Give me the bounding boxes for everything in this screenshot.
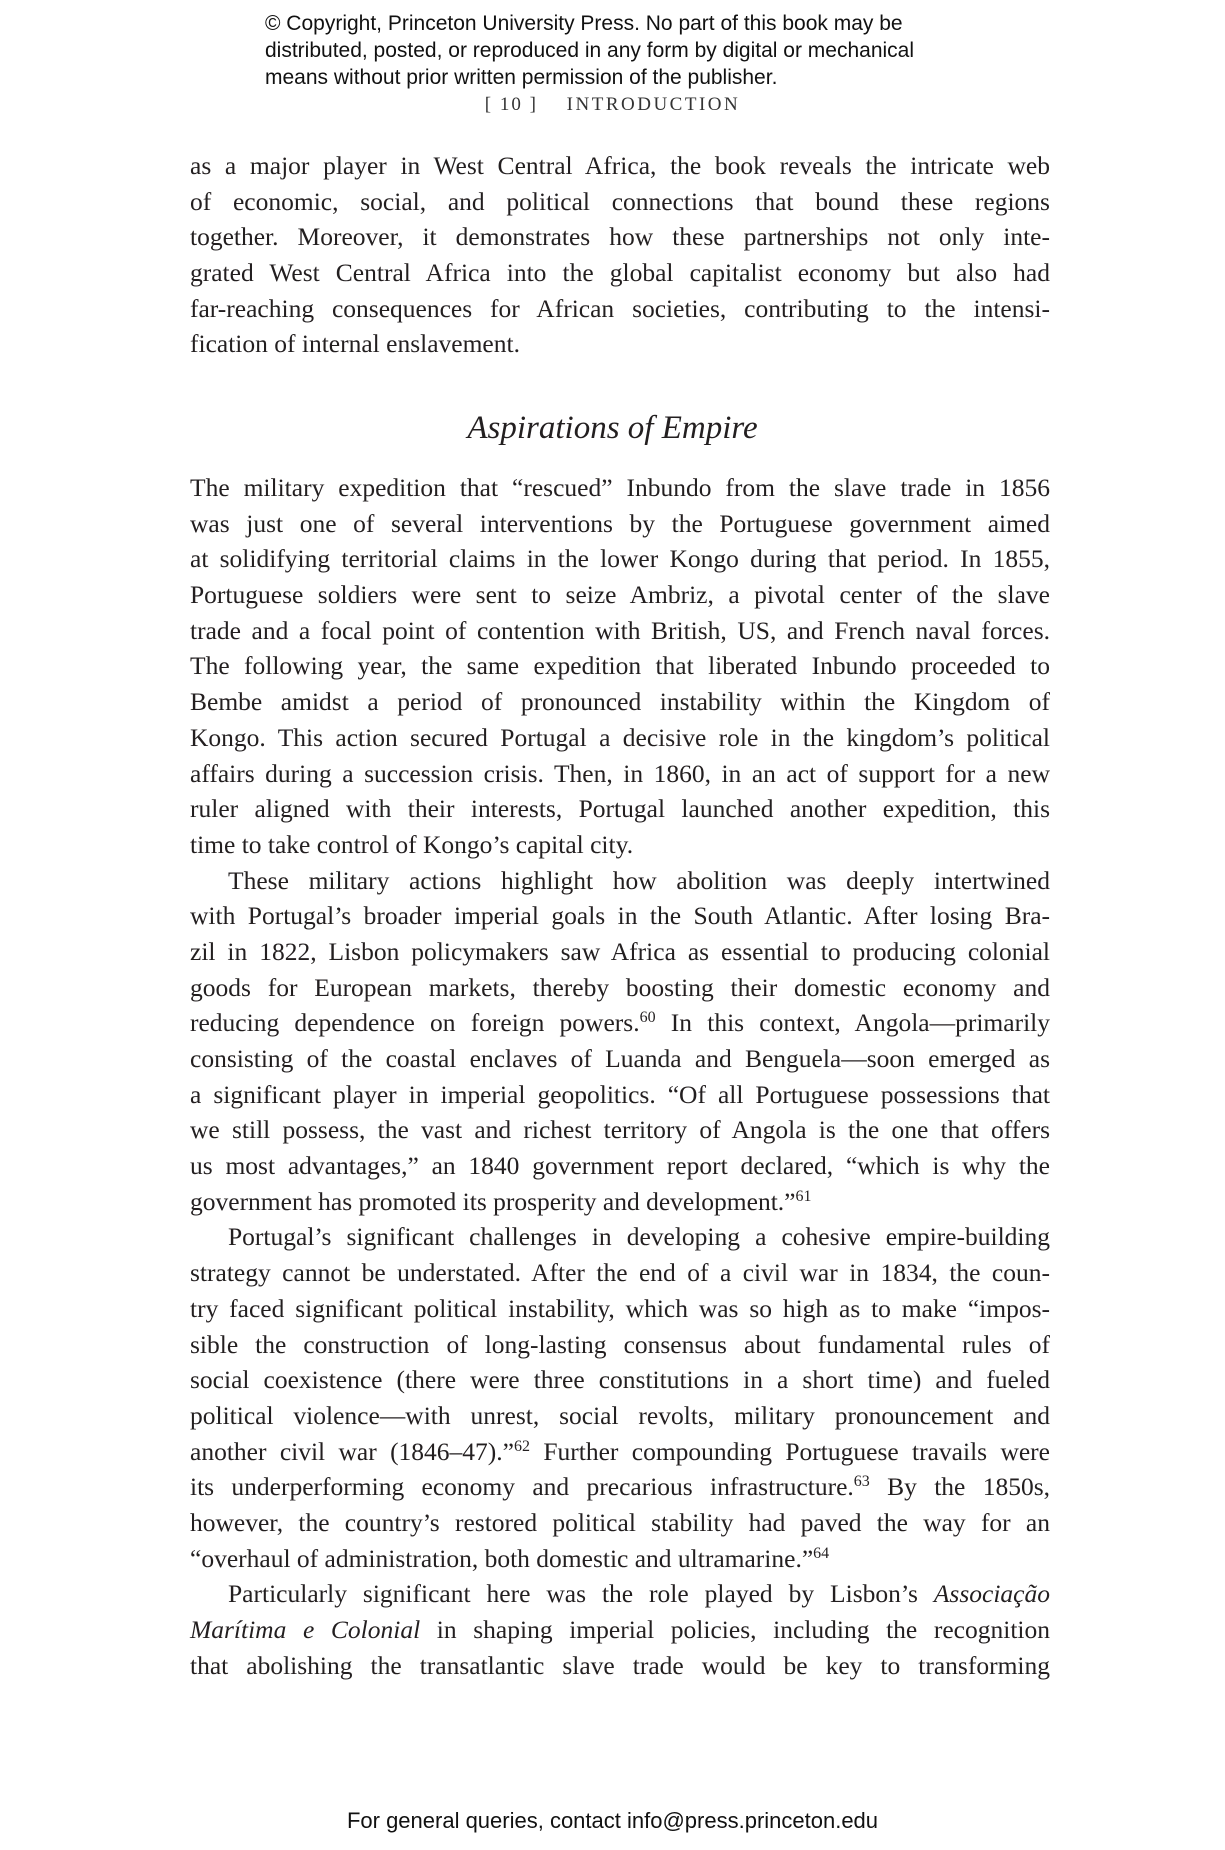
footnote-ref-64[interactable]: 64 [813,1544,830,1562]
text-run: another civil war (1846–47).” [190,1436,514,1466]
text-line: Portugal’s significant challenges in developing a cohesive empire-building [228,1222,1050,1252]
text-line: we still possess, the vast and richest territory of Angola is the one that offers [190,1115,1050,1145]
text-line: time to take control of Kongo’s capital city. [190,829,634,859]
text-run: By the 1850s, [869,1472,1050,1502]
footer-contact: For general queries, contact info@press.princeton.edu [346,1808,879,1833]
text-run: its underperforming economy and precarious infrastructure. [190,1472,854,1502]
text-line: a significant player in imperial geopolitics. “Of all Portuguese possessions that [190,1079,1050,1109]
page-number: [ 10 ] [484,94,538,115]
footnote-ref-62[interactable]: 62 [514,1437,530,1455]
text-line: together. Moreover, it demonstrates how these partnerships not only inte- [190,222,1050,252]
text-line [190,1469,1050,1505]
section-heading: Aspirations of Empire [467,410,758,446]
text-run: Particularly significant here was the role played by Lisbon’s [228,1579,934,1609]
copyright-line: © Copyright, Princeton University Press. No part of this book may be [265,12,903,35]
paragraph-4 [190,1219,1050,1576]
text-line [190,1576,1050,1612]
copyright-notice [265,10,985,91]
running-head [0,94,1225,116]
footnote-ref-61[interactable]: 61 [795,1187,812,1205]
paragraph-3 [190,863,1050,1220]
text-line: fication of internal enslavement. [190,329,520,359]
text-line: These military actions highlight how abolition was deeply intertwined [228,865,1050,895]
text-line [190,1541,1050,1577]
text-line: try faced significant political instability, which was so high as to make “impos- [190,1293,1050,1323]
text-line: goods for European markets, thereby boosting their domestic economy and [190,972,1050,1002]
text-line: The following year, the same expedition that liberated Inbundo proceeded to [190,651,1050,681]
text-line: as a major player in West Central Africa, the book reveals the intricate web [190,151,1050,180]
paragraph-2 [190,470,1050,863]
text-run: reducing dependence on foreign powers. [190,1008,640,1038]
text-line: grated West Central Africa into the global capitalist economy but also had [190,258,1050,288]
text-line: that abolishing the transatlantic slave trade would be key to transforming [190,1650,1050,1680]
copyright-line: means without prior written permission of the publisher. [265,66,778,89]
running-head-title: INTRODUCTION [566,94,741,115]
text-line [190,1005,1050,1041]
italic-term: Associação [933,1579,1050,1609]
text-line: The military expedition that “rescued” Inbundo from the slave trade in 1856 [190,473,1050,502]
footnote-ref-63[interactable]: 63 [853,1473,870,1491]
text-run: “overhaul of administration, both domestic and ultramarine.” [190,1543,814,1573]
text-line: strategy cannot be understated. After the end of a civil war in 1834, the coun- [190,1258,1050,1288]
text-line: Bembe amidst a period of pronounced instability within the Kingdom of [190,687,1050,717]
text-run: in shaping imperial policies, including the recognition [420,1615,1050,1644]
text-run: government has promoted its prosperity and development.” [190,1186,796,1216]
text-line: at solidifying territorial claims in the lower Kongo during that period. In 1855, [190,544,1050,574]
text-line: zil in 1822, Lisbon policymakers saw Africa as essential to producing colonial [190,936,1050,966]
text-line [190,1184,1050,1220]
footnote-ref-60[interactable]: 60 [639,1009,656,1027]
text-line: Kongo. This action secured Portugal a decisive role in the kingdom’s political [190,722,1050,752]
section-body [190,470,1050,1683]
text-line: us most advantages,” an 1840 government report declared, “which is why the [190,1151,1050,1181]
copyright-line: distributed, posted, or reproduced in any form by digital or mechanical [265,39,915,62]
text-line [190,1612,1050,1648]
text-line: ruler aligned with their interests, Portugal launched another expedition, this [190,794,1050,824]
text-line: consisting of the coastal enclaves of Luanda and Benguela—soon emerged as [190,1044,1050,1073]
text-line: social coexistence (there were three constitutions in a short time) and fueled [190,1365,1050,1395]
text-line [190,1434,1050,1470]
text-line: of economic, social, and political connections that bound these regions [190,186,1050,216]
text-line: far-reaching consequences for African societies, contributing to the intensi- [190,293,1050,323]
text-run: In this context, Angola—primarily [655,1008,1050,1038]
text-line: political violence—with unrest, social revolts, military pronouncement and [190,1400,1050,1430]
text-line: with Portugal’s broader imperial goals in the South Atlantic. After losing Bra- [190,901,1050,931]
paragraph-1 [190,148,1050,362]
text-line: trade and a focal point of contention with British, US, and French naval forces. [190,615,1050,645]
text-line: was just one of several interventions by the Portuguese government aimed [190,508,1050,538]
text-line: sible the construction of long-lasting consensus about fundamental rules of [190,1329,1050,1359]
text-line: affairs during a succession crisis. Then, in 1860, in an act of support for a new [190,758,1050,788]
text-line: however, the country’s restored political stability had paved the way for an [190,1507,1050,1537]
paragraph-5 [190,1576,1050,1683]
italic-term: Marítima e Colonial [190,1615,421,1644]
text-run: Further compounding Portuguese travails were [530,1436,1050,1466]
text-line: Portuguese soldiers were sent to seize Ambriz, a pivotal center of the slave [190,580,1050,610]
